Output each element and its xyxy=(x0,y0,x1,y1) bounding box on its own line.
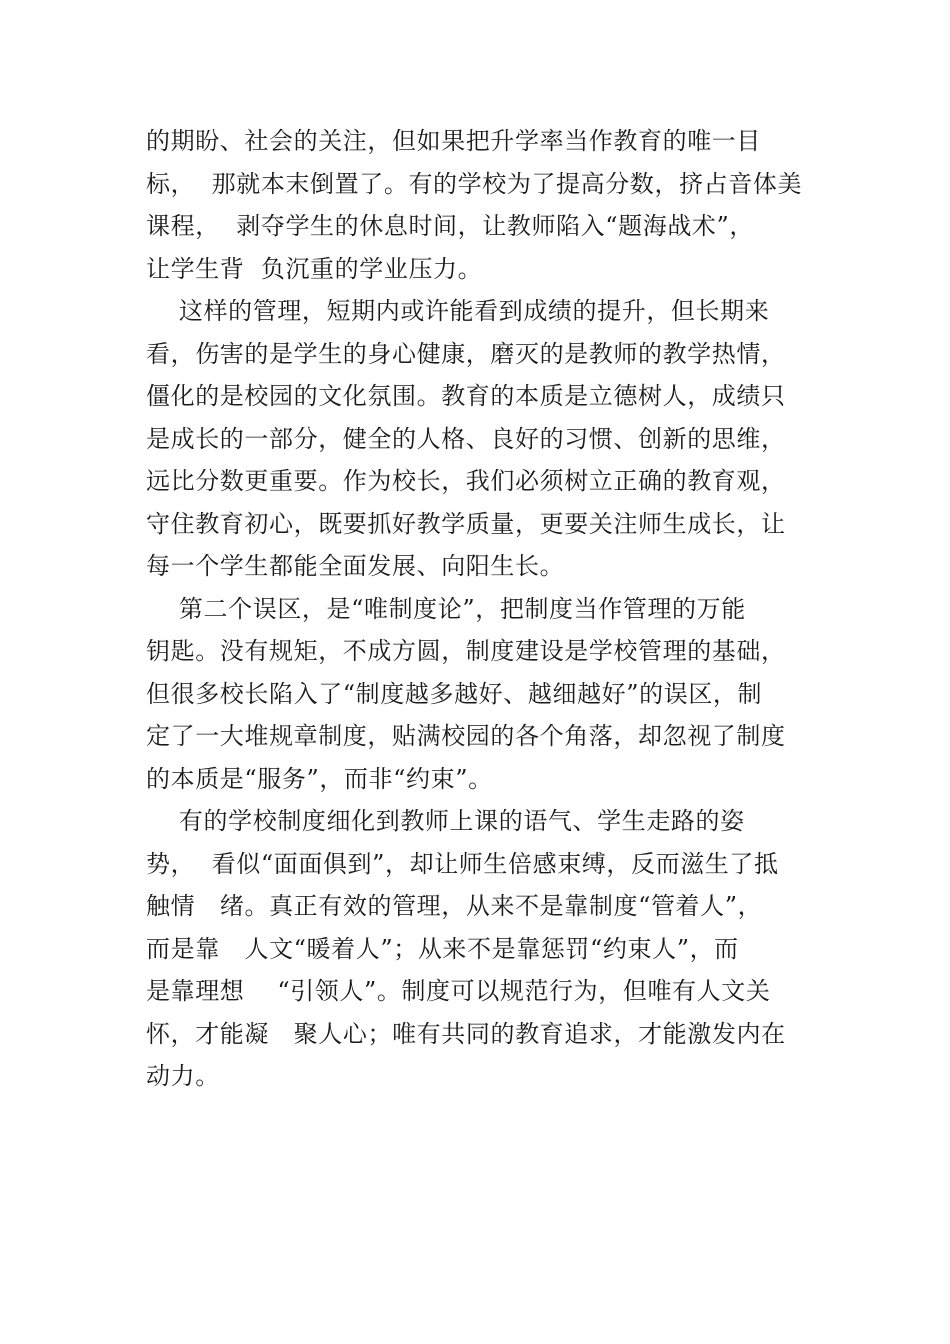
text-line: 标， 那就本末倒置了。有的学校为了提高分数，挤占音体美 xyxy=(146,169,803,198)
document-body xyxy=(146,120,836,1098)
text-line: 而是靠 人文“暖着人”；从来不是靠惩罚“约束人”，而 xyxy=(146,934,739,963)
text-line: 看，伤害的是学生的身心健康，磨灭的是教师的教学热情， xyxy=(146,339,786,368)
text-line: 钥匙。没有规矩，不成方圆，制度建设是学校管理的基础， xyxy=(146,637,786,665)
text-line: 触情 绪。真正有效的管理，从来不是靠制度“管着人”， xyxy=(146,892,763,920)
text-line: 每一个学生都能全面发展、向阳生长。 xyxy=(146,552,565,580)
text-line: 的期盼、社会的关注，但如果把升学率当作教育的唯一目 xyxy=(146,127,761,155)
text-line: 是成长的一部分，健全的人格、良好的习惯、创新的思维， xyxy=(146,424,786,453)
text-line: 让学生背 负沉重的学业压力。 xyxy=(146,254,483,283)
text-line: 有的学校制度细化到教师上课的语气、学生走路的姿 xyxy=(146,807,745,835)
text-line: 动力。 xyxy=(146,1062,220,1090)
text-line: 势， 看似“面面俱到”，却让师生倍感束缚，反而滋生了抵 xyxy=(146,849,779,878)
text-line: 这样的管理，短期内或许能看到成绩的提升，但长期来 xyxy=(146,297,770,325)
text-line: 是靠理想 “引领人”。制度可以规范行为，但唯有人文关 xyxy=(146,977,771,1005)
text-line: 但很多校长陷入了“制度越多越好、越细越好”的误区，制 xyxy=(146,679,763,708)
text-line: 守住教育初心，既要抓好教学质量，更要关注师生成长，让 xyxy=(146,509,786,538)
text-line: 远比分数更重要。作为校长，我们必须树立正确的教育观， xyxy=(146,467,786,495)
text-line: 定了一大堆规章制度，贴满校园的各个角落，却忽视了制度 xyxy=(146,722,786,750)
text-line: 怀，才能凝 聚人心；唯有共同的教育追求，才能激发内在 xyxy=(146,1019,786,1048)
text-line: 第二个误区，是“唯制度论”，把制度当作管理的万能 xyxy=(146,594,746,623)
text-line: 僵化的是校园的文化氛围。教育的本质是立德树人，成绩只 xyxy=(146,382,786,410)
text-line: 课程， 剥夺学生的休息时间，让教师陷入“题海战术”， xyxy=(146,212,754,240)
text-line: 的本质是“服务”，而非“约束”。 xyxy=(146,764,493,793)
